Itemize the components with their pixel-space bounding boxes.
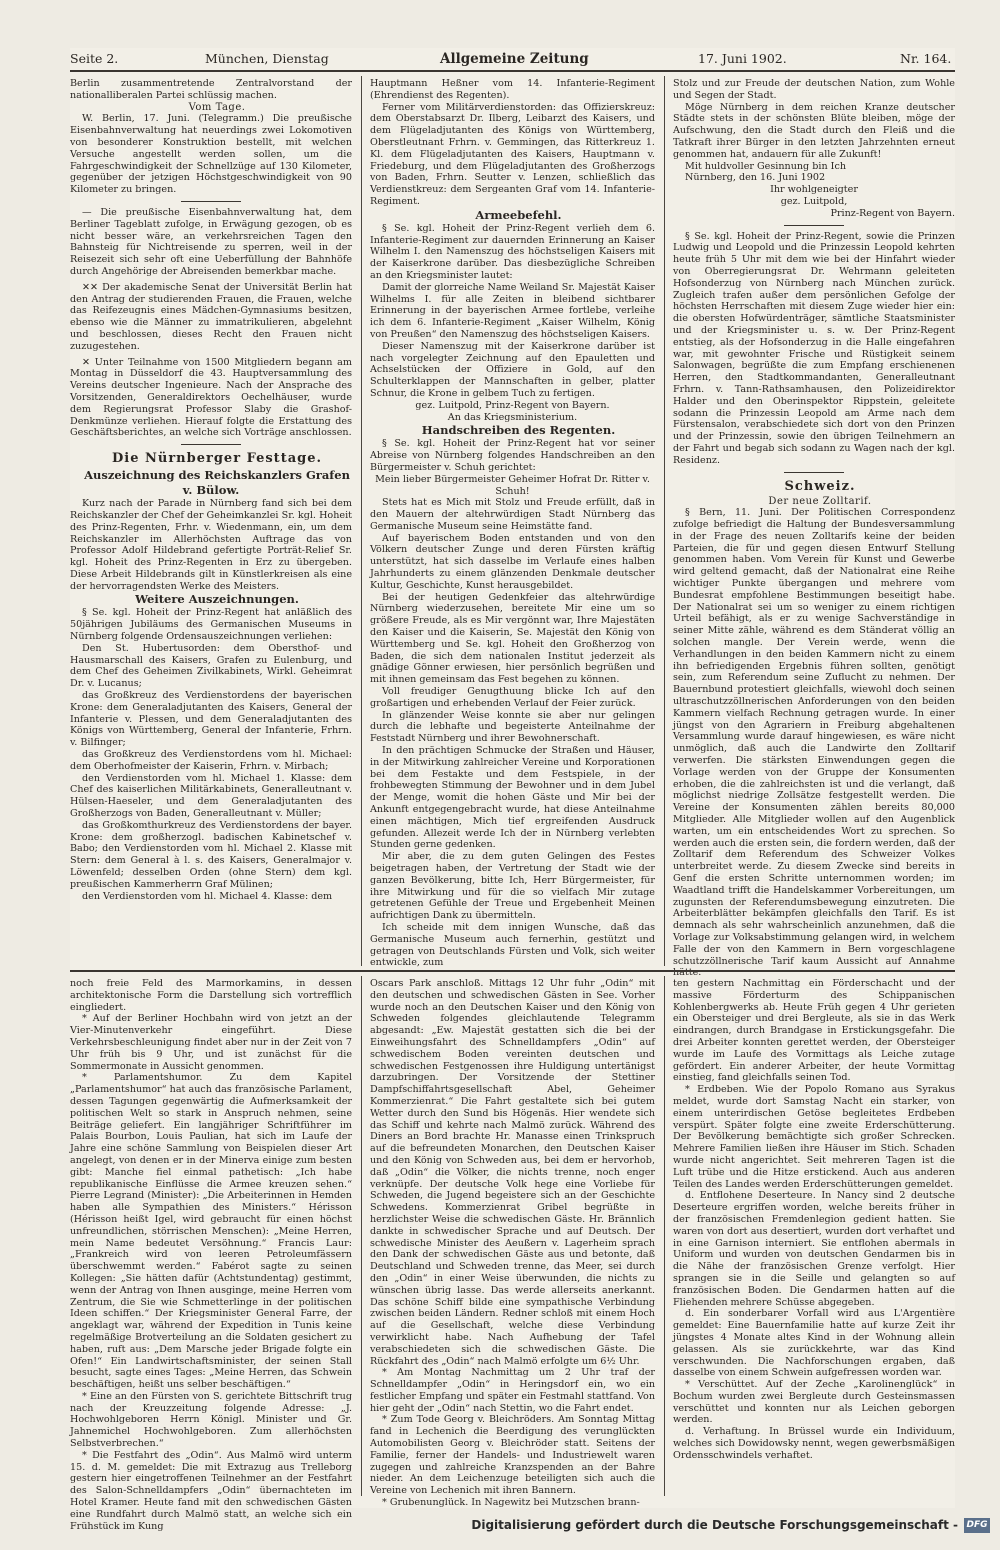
article-text: ten gestern Nachmittag ein Förderschacht und der massive Förderturm des Schippanischen Kohlenbergwerks ab. Heute Früh gegen 4 Uhr gerieten ein Obersteiger und drei Bergleute, als sie in das Werk eindrangen, durch Brandgase in Erstickungsgefahr. Die drei Arbeiter konnten gerettet werden, der Obersteiger wurde im Laufe des Vormittags als Leiche zutage gefördert. Ein anderer Arbeiter, der heute Vormittag einstieg, fand gleichfalls seinen Tod. xyxy=(673,978,955,1084)
page-header xyxy=(70,48,955,72)
article-text: In glänzender Weise konnte sie aber nur gelingen durch die lebhafte und begeisterte Anteilnahme der Feststadt Nürnberg und ihrer Bewohnerschaft. xyxy=(370,709,655,745)
dfg-logo: DFG xyxy=(964,1518,990,1533)
section-heading: Schweiz. xyxy=(784,478,856,494)
article-text: * Auf der Berliner Hochbahn wird von jetzt an der Vier-Minutenverkehr eingeführt. Diese Verkehrsbeschleunigung findet aber nur in der Zeit von 7 Uhr früh bis 9 Uhr, und ist zunächst für die Sommermonate in Aussicht genommen. xyxy=(70,1013,352,1072)
column-2 xyxy=(370,78,655,969)
digitization-credit xyxy=(470,1515,990,1535)
article-text: Voll freudiger Genugthuung blicke Ich auf den großartigen und erhebenden Verlauf der Feier zurück. xyxy=(370,686,655,709)
issue-date: 17. Juni 1902. xyxy=(698,51,787,66)
article-text: noch freie Feld des Marmorkamins, in dessen architektonische Form die Darstellung sich vortrefflich eingliedert. xyxy=(70,978,352,1013)
column-rule xyxy=(361,976,362,1496)
masthead-title: Allgemeine Zeitung xyxy=(440,51,589,67)
article-text: Mit huldvoller Gesinnung bin Ich xyxy=(685,160,847,172)
article-text: * Parlamentshumor. Zu dem Kapitel „Parlamentshumor“ hat auch das französische Parlament, dessen Tagungen gegenwärtig die Aufmerksamkeit der politischen Welt so stark in Anspruch nehmen, seine Beiträge geliefert. Ein langjähriger Schriftführer im Palais Bourbon, Louis Paulian, hat sich im Laufe der Jahre eine schöne Sammlung von Beispielen dieser Art angelegt, von denen er in der Minerva einige zum besten gibt: Manche fiel einmal pathetisch: „Ich habe republikanische Einflüsse die Armee kreuzen sehen.“ Pierre Legrand (Minister): „Die Arbeiterinnen in Hemden haben alle Sympathien des Ministers.“ Hérisson (Hérisson heißt Igel, wird gebraucht für einen höchst unfreundlichen, störrischen Menschen): „Meine Herren, mein Name bedeutet Versöhnung.“ Francis Laur: „Frankreich wird von leeren Petroleumfässern überschwemmt werden.“ Fabérot sagte zu seinen Kollegen: „Sie hätten dafür (Achtstundentag) gestimmt, wenn der Antrag von Ihnen ausginge, meine Herren vom Zentrum, die Sie wie Schmetterlinge in der politischen Ideen schiffen.“ Der Kriegsminister General Farre, der angeklagt war, während der Expedition in Tunis keine regelmäßige Brotverteilung an die Soldaten gesichert zu haben, ruft aus: „Dem Marsche jeder Brigade folgte ein Ofen!“ Ein Landwirtschaftsminister, der seinen Stall besucht, sagte eines Tages: „Meine Herren, das Schwein beschäftigen, heißt uns selber beschäftigen.“ xyxy=(70,1072,352,1391)
article-text: * Erdbeben. Wie der Popolo Romano aus Syrakus meldet, wurde dort Samstag Nacht ein starker, von einem unterirdischen Getöse begleitetes Erdbeben verspürt. Später folgte eine zweite Erderschütterung. Der Bevölkerung bemächtigte sich großer Schrecken. Mehrere Familien ließen ihre Häuser im Stich. Schaden wurde nicht angerichtet. Seit mehreren Tagen ist die Luft trübe und die Hitze erstickend. Auch aus anderen Teilen des Landes werden Erderschütterungen gemeldet. xyxy=(673,1084,955,1190)
signature: An das Kriegsministerium. xyxy=(447,411,578,423)
letter-closing: Ihr wohlgeneigter xyxy=(770,184,858,196)
article-text: § Se. kgl. Hoheit der Prinz-Regent, sowie die Prinzen Ludwig und Leopold und die Prinzessin Leopold kehrten heute früh 5 Uhr mit dem wie bei der Hinfahrt wieder von Oberregierungsrat Dr. Wehrmann geleiteten Hofsonderzug von Nürnberg nach München zurück. Zugleich trafen außer dem persönlichen Gefolge der höchsten Herrschaften mit diesem Zuge wieder hier ein: die obersten Hofwürdenträger, sämtliche Staatsminister und der Kriegsminister u. s. w. Der Prinz-Regent entstieg, als der Hofsonderzug in die Halle eingefahren war, mit gewohnter Frische und Rüstigkeit seinem Salonwagen, begrüßte die zum Empfang erschienenen Herren, den Stadtkommandanten, Generalleutnant Frhrn. v. Tann-Rathsamhausen, den Polizeidirektor Halder und den Oberinspektor Rippstein, geleitete sodann die Prinzessin Leopold am Arme nach dem Fürstensalon, verabschiedete sich dort von den Prinzen und der Prinzessin, sowie den übrigen Teilnehmern an der Fahrt und begab sich sodann zu Wagen nach der kgl. Residenz. xyxy=(673,230,955,466)
article-text: * Verschüttet. Auf der Zeche „Karolinenglück“ in Bochum wurden zwei Bergleute durch Gesteinsmassen verschüttet und konnten nur als Leichen geborgen werden. xyxy=(673,1379,955,1426)
column-5 xyxy=(370,978,655,1509)
article-text: Möge Nürnberg in dem reichen Kranze deutscher Städte stets in der schönsten Blüte bleiben, möge der Aufschwung, den die Stadt durch den Fleiß und die Tatkraft ihrer Bürger in den letzten Jahrzehnten erneut genommen hat, andauern für alle Zukunft! xyxy=(673,101,955,160)
signature: gez. Luitpold, Prinz-Regent von Bayern. xyxy=(415,399,610,411)
article-text: Ferner vom Militärverdienstorden: das Offizierskreuz: dem Oberstabsarzt Dr. Ilberg, Leibarzt des Kaisers, und dem Flügeladjutanten des Königs von Württemberg, Oberstleutnant Frhrn. v. Gemmingen, das Ritterkreuz 1. Kl. dem Flügeladjutanten des Kaisers, Hauptmann v. Friedeburg, und dem Flügeladjutanten des Großherzogs von Baden, Frhrn. Seutter v. Lenzen, schließlich das Verdienstkreuz: dem Sergeanten Graf vom 14. Infanterie-Regiment. xyxy=(370,101,655,207)
article-text: Mir aber, die zu dem guten Gelingen des Festes beigetragen haben, der Vertretung der Stadt wie der ganzen Bevölkerung, bitte Ich, Herr Bürgermeister, für ihre Mitwirkung und für die so vielfach Mir zutage getretenen Gefühle der Treue und Ergebenheit Meinen aufrichtigen Dank zu übermitteln. xyxy=(370,851,655,922)
article-text: Kurz nach der Parade in Nürnberg fand sich bei dem Reichskanzler der Chef der Geheimkanzlei Sr. kgl. Hoheit des Prinz-Regenten, Frhr. v. Wiedenmann, ein, um dem Reichskanzler im Allerhöchsten Auftrage das von Professor Adolf Hildebrand gefertigte Porträt-Relief Sr. kgl. Hoheit des Prinz-Regenten in Erz zu übergeben. Diese Arbeit Hildebrands gilt in Künstlerkreisen als eine der hervorragendsten Werke des Meisters. xyxy=(70,498,352,592)
divider xyxy=(784,472,844,473)
article-heading: Der neue Zolltarif. xyxy=(768,495,872,507)
column-6 xyxy=(673,978,955,1496)
article-text: § Bern, 11. Juni. Der Politischen Correspondenz zufolge befriedigt die Haltung der Bundesversammlung in der Frage des neuen Zolltarifs keine der beiden Parteien, die für und gegen diesen Entwurf Stellung genommen haben. Vom Verein für Kunst und Gewerbe wird geltend gemacht, daß der Nationalrat eine Reihe wichtiger Punkte übergangen und mehrere vom Bundesrat empfohlene Bestimmungen beseitigt habe. Der Nationalrat sei um so weniger zu einem richtigen Urteil befähigt, als er zu wenige Sachverständige in seiner Mitte zähle, während es dem Ständerat völlig an solchen mangle. Der Verein werde, wenn die Verhandlungen in den beiden Kammern nicht zu einem ihn befriedigenden Ergebnis führen sollten, genötigt sein, zum Referendum seine Zuflucht zu nehmen. Der Bauernbund protestiert gleichfalls, wiewohl doch seinen ultraschutzzöllnerischen Anforderungen von den beiden Kammern vielfach Rechnung getragen wurde. In einer jüngst von den Agrariern in Freiburg abgehaltenen Versammlung wurde darauf hingewiesen, es wäre nicht unmöglich, daß auch die Landwirte den Zolltarif verwerfen. Die stärksten Einwendungen gegen die Vorlage werden von der Gruppe der Konsumenten erhoben, die die zahlreichsten ist und die verlangt, daß möglichst niedrige Zollsätze festgestellt werden. Die Vereine der Konsumenten zählen bereits 80,000 Mitglieder. Alle Mitglieder wollen auf den Augenblick warten, um ein entscheidendes Wort zu sprechen. So werden auch die ersten sein, die fordern werden, daß der Zolltarif dem Referendum des Schweizer Volkes unterbreitet werde. Zu diesem Zwecke sind bereits in Genf die ersten Schritte unternommen worden; im Waadtland trifft die Handelskammer Vorbereitungen, um zugunsten der Referendumsbewegung einzutreten. Die Arbeiterblätter bekämpfen gleichfalls den Tarif. Es ist demnach als sehr wahrscheinlich anzunehmen, daß die Vorlage zur Volksabstimmung gelangen wird, in welchem Falle der von den Kammern in Bern vorgeschlagene schutzzöllnerische Tarif kaum Aussicht auf Annahme hätte. xyxy=(673,507,955,979)
article-text: § Se. kgl. Hoheit der Prinz-Regent verlieh dem 6. Infanterie-Regiment zur dauernden Erinnerung an Kaiser Wilhelm I. den Namenszug des höchstseligen Kaisers mit der Kaiserkrone darüber. Das diesbezügliche Schreiben an den Kriegsminister lautet: xyxy=(370,222,655,281)
article-text: In den prächtigen Schmucke der Straßen und Häuser, in der Mitwirkung zahlreicher Vereine und Korporationen bei dem Festakte und dem Festspiele, in der frohbewegten Stimmung der Bewohner und in dem Jubel der Menge, womit die hohen Gäste und Mir bei der Ankunft entgegengebracht wurde, hat diese Anteilnahme einen mächtigen, Mich tief ergreifenden Ausdruck gefunden. Allezeit werde Ich der in Nürnberg verlebten Stunden gerne gedenken. xyxy=(370,745,655,851)
place-date: München, Dienstag xyxy=(205,51,329,66)
article-text: Den St. Hubertusorden: dem Obersthof- und Hausmarschall des Kaisers, Grafen zu Eulenburg, und dem Chef des Geheimen Zivilkabinets, Wirkl. Geheimrat Dr. v. Lucanus; xyxy=(70,642,352,690)
section-heading: Die Nürnberger Festtage. xyxy=(111,451,323,467)
signature: gez. Luitpold, xyxy=(780,195,848,207)
article-heading: Handschreiben des Regenten. xyxy=(421,423,616,438)
article-heading: Weitere Auszeichnungen. xyxy=(135,592,299,607)
article-text: § Se. kgl. Hoheit der Prinz-Regent hat vor seiner Abreise von Nürnberg folgendes Handschreiben an den Bürgermeister v. Schuh gerichtet: xyxy=(370,438,655,473)
issue-number: Nr. 164. xyxy=(900,51,952,66)
article-text: — Die preußische Eisenbahnverwaltung hat, dem Berliner Tageblatt zufolge, in Erwägung gezogen, ob es nicht besser wäre, an verkehrsreichen Tagen den Bahnsteig für Nichtreisende zu sperren, weil in der Reisezeit sich sehr oft eine Ueberfüllung der Bahnhöfe durch Angehörige der Abreisenden bemerkbar mache. xyxy=(70,206,352,277)
article-heading: Auszeichnung des Reichskanzlers Grafen v. Bülow. xyxy=(84,468,350,498)
article-heading: Armeebefehl. xyxy=(475,207,562,222)
article-text: das Großkomthurkreuz des Verdienstordens der bayer. Krone: dem großherzogl. badischen Kabinetschef v. Babo; den Verdienstorden vom hl. Michael 2. Klasse mit Stern: dem General à l. s. des Kaisers, Generalmajor v. Löwenfeld; desselben Orden (ohne Stern) dem kgl. preußischen Kammerherrn Graf Mülinen; xyxy=(70,819,352,890)
column-4 xyxy=(70,978,352,1532)
article-text: den Verdienstorden vom hl. Michael 4. Klasse: dem xyxy=(82,890,333,902)
article-text: * Eine an den Fürsten von S. gerichtete Bittschrift trug nach der Kreuzzeitung folgende Adresse: „J. Hochwohlgeboren Herrn Königl. Minister und Gr. Jahnemichel Hochwohlgeboren. Zum allerhöchsten Selbstverbrechen.“ xyxy=(70,1390,352,1450)
article-text: * Grubenunglück. In Nagewitz bei Mutzschen brann- xyxy=(382,1497,640,1509)
divider xyxy=(784,225,844,226)
article-text: Bei der heutigen Gedenkfeier das altehrwürdige Nürnberg wiederzusehen, bereitete Mir eine um so größere Freude, als es Mir vergönnt war, Ihre Majestäten den Kaiser und die Kaiserin, Se. Majestät den König von Württemberg und Se. kgl. Hoheit den Großherzog von Baden, die sich dem nationalen Institut jederzeit als gnädige Gönner erwiesen, hier persönlich begrüßen und mit ihnen gemeinsam das Fest begehen zu können. xyxy=(370,591,655,686)
column-3 xyxy=(673,78,955,979)
article-text: Stets hat es Mich mit Stolz und Freude erfüllt, daß in den Mauern der altehrwürdigen Stadt Nürnberg das Germanische Museum seine Heimstätte fand. xyxy=(370,497,655,532)
article-text: Damit der glorreiche Name Weiland Sr. Majestät Kaiser Wilhelms I. für alle Zeiten in bleibend sichtbarer Erinnerung in der bayerischen Armee fortlebe, verleihe ich dem 6. Infanterie-Regiment „Kaiser Wilhelm, König von Preußen“ den Namenszug des höchstseligen Kaisers. xyxy=(370,281,655,340)
article-text: Hauptmann Heßner vom 14. Infanterie-Regiment (Ehrendienst des Regenten). xyxy=(370,78,655,101)
article-text: * Am Montag Nachmittag um 2 Uhr traf der Schnelldampfer „Odin“ in Heringsdorf ein, wo ein festlicher Empfang und später ein Festmahl stattfand. Von hier geht der „Odin“ nach Stettin, wo die Fahrt endet. xyxy=(370,1367,655,1414)
salutation: Mein lieber Bürgermeister Geheimer Hofrat Dr. Ritter v. Schuh! xyxy=(375,473,650,497)
column-rule xyxy=(664,76,665,966)
article-text: d. Ein sonderbarer Vorfall wird aus L'Argentière gemeldet: Eine Bauernfamilie hatte auf kurze Zeit ihr jüngstes 4 Monate altes Kind in der Wohnung allein gelassen. Als sie zurückkehrte, war das Kind verschwunden. Die Nachforschungen ergaben, daß dasselbe von einem Schwein aufgefressen worden war. xyxy=(673,1308,955,1379)
article-text: § Se. kgl. Hoheit der Prinz-Regent hat anläßlich des 50jährigen Jubiläums des Germanischen Museums in Nürnberg folgende Ordensauszeichnungen verliehen: xyxy=(70,607,352,643)
article-text: den Verdienstorden vom hl. Michael 1. Klasse: dem Chef des kaiserlichen Militärkabinets, Generalleutnant v. Hülsen-Haeseler, und dem Generaladjutanten des Großherzogs von Baden, Generalleutnant v. Müller; xyxy=(70,772,352,820)
article-text: Ich scheide mit dem innigen Wunsche, daß das Germanische Museum auch fernerhin, gestützt und getragen von Deutschlands Fürsten und Volk, sich weiter entwickle, zum xyxy=(370,921,655,969)
article-text: das Großkreuz des Verdienstordens der bayerischen Krone: dem Generaladjutanten des Kaisers, General der Infanterie v. Plessen, und dem Generaladjutanten des Königs von Württemberg, General der Infanterie, Frhrn. v. Bilfinger; xyxy=(70,690,352,749)
article-text: Dieser Namenszug mit der Kaiserkrone darüber ist nach vorgelegter Zeichnung auf den Epauletten und Achselstücken der Offiziere in Gold, auf den Schulterklappen der Mannschaften in gelber, platter Schnur, die Krone in gelbem Tuch zu fertigen. xyxy=(370,340,655,399)
credit-text: Digitalisierung gefördert durch die Deutsche Forschungsgemeinschaft - xyxy=(471,1518,958,1532)
article-text: Oscars Park anschloß. Mittags 12 Uhr fuhr „Odin“ mit den deutschen und schwedischen Gästen in See. Vorher wurde noch an den Deutschen Kaiser und den König von Schweden folgendes gleichlautende Telegramm abgesandt: „Ew. Majestät gestatten sich die bei der Einweihungsfahrt des Schnelldampfers „Odin“ auf schwedischem Boden vereinten deutschen und schwedischen Festgenossen ihre Huldigung untertänigst darzubringen. Der Vorsitzende der Stettiner Dampfschiffahrtsgesellschaft Abel, Geheimer Kommerzienrat.“ Die Fahrt gestaltete sich bei gutem Wetter durch den Sund bis Högenäs. Hier wendete sich das Schiff und kehrte nach Malmö zurück. Während des Diners an Bord brachte Hr. Manasse einen Trinkspruch auf die befreundeten Monarchen, den Deutschen Kaiser und den König von Schweden aus, bei dem er hervorhob, daß „Odin“ die Völker, die nichts trenne, noch enger verknüpfe. Der deutsche Volk hege eine Vorliebe für Schweden, die Jugend begeistere sich an der Geschichte Schwedens. Kommerzienrat Gribel begrüßte in herzlichster Weise die schwedischen Gäste. Hr. Brännlich dankte in schwedischer Sprache und auf Deutsch. Der schwedische Minister des Aeußern v. Lagerheim sprach den Dank der schwedischen Gäste aus und betonte, daß Deutschland und Schweden trenne, das Meer, sei durch den „Odin“ in einer Weise überwunden, die nichts zu wünschen übrig lasse. Das werde allerseits anerkannt. Das schöne Schiff bilde eine sympathische Verbindung zwischen beiden Ländern. Redner schloß mit einem Hoch auf die Gesellschaft, welche diese Verbindung verwirklicht habe. Nach Aufhebung der Tafel verabschiedeten sich die schwedischen Gäste. Die Rückfahrt des „Odin“ nach Malmö erfolgte um 6½ Uhr. xyxy=(370,978,655,1367)
article-text: ✕✕ Der akademische Senat der Universität Berlin hat den Antrag der studierenden Frauen, die Frauen, welche das Reifezeugnis eines Mädchen-Gymnasiums besitzen, ebenso wie die Männer zu immatrikulieren, abgelehnt und beschlossen, dieses Recht den Frauen nicht zuzugestehen. xyxy=(70,281,352,352)
article-text: das Großkreuz des Verdienstordens vom hl. Michael: dem Oberhofmeister der Kaiserin, Frhrn. v. Mirbach; xyxy=(70,749,352,772)
signature: Prinz-Regent von Bayern. xyxy=(830,207,955,219)
article-text: W. Berlin, 17. Juni. (Telegramm.) Die preußische Eisenbahnverwaltung hat neuerdings zwei Lokomotiven von besonderer Konstruktion bestellt, mit welchen Versuche angestellt werden sollen, um die Fahrgeschwindigkeit der Schnellzüge auf 130 Kilometer, gegenüber der jetzigen Höchstgeschwindigkeit von 90 Kilometer zu bringen. xyxy=(70,113,352,196)
letter-date: Nürnberg, den 16. Juni 1902 xyxy=(685,172,826,184)
article-text: d. Entflohene Deserteure. In Nancy sind 2 deutsche Deserteure ergriffen worden, welche bereits früher in der französischen Fremdenlegion gedient hatten. Sie waren von dort aus desertiert, wurden dort verhaftet und in eine Garnison interniert. Sie entflohen abermals in Uniform und wurden von deutschen Gendarmen bis in die Nähe der französischen Grenze verfolgt. Hier sprangen sie in die Seille und gelangten so auf französischen Boden. Die Gendarmen hatten auf die Fliehenden mehrere Schüsse abgegeben. xyxy=(673,1190,955,1308)
article-text: * Die Festfahrt des „Odin“. Aus Malmö wird unterm 15. d. M. gemeldet: Die mit Extrazug aus Trelleborg gestern hier eingetroffenen Teilnehmer an der Festfahrt des Salon-Schnelldampfers „Odin“ übernachteten im Hotel Kramer. Heute fand mit den schwedischen Gästen eine Rundfahrt durch Malmö statt, an welche sich ein Frühstück im Kung xyxy=(70,1449,352,1532)
section-rule xyxy=(70,970,955,972)
article-text: Auf bayerischem Boden entstanden und von den Völkern deutscher Zunge und deren Fürsten kräftig unterstützt, hat sich dasselbe im Verlaufe eines halben Jahrhunderts zu einem glänzenden Denkmale deutscher Kultur, Geschichte, Kunst herausgebildet. xyxy=(370,532,655,591)
article-text: Stolz und zur Freude der deutschen Nation, zum Wohle und Segen der Stadt. xyxy=(673,78,955,101)
column-rule xyxy=(664,976,665,1496)
article-text: d. Verhaftung. In Brüssel wurde ein Individuum, welches sich Dowidowsky nennt, wegen gewerbsmäßigen Ordensschwindels verhaftet. xyxy=(673,1426,955,1461)
column-1 xyxy=(70,78,352,958)
divider xyxy=(181,444,241,445)
page-number: Seite 2. xyxy=(70,51,119,66)
article-text: * Zum Tode Georg v. Bleichröders. Am Sonntag Mittag fand in Lechenich die Beerdigung des verunglückten Automobilisten Georg v. Bleichröder statt. Seitens der Familie, ferner der Handels- und Industriewelt waren zugegen und zahlreiche Kranzspenden an der Bahre nieder. An dem Leichenzuge beteiligten sich auch die Vereine von Lechenich mit ihren Bannern. xyxy=(370,1414,655,1497)
article-text: Berlin zusammentretende Zentralvorstand der nationalliberalen Partei schlüssig machen. xyxy=(70,78,352,101)
section-heading: Vom Tage. xyxy=(188,101,246,113)
column-rule xyxy=(361,76,362,966)
article-text: ✕ Unter Teilnahme von 1500 Mitgliedern begann am Montag in Düsseldorf die 43. Hauptversammlung des Vereins deutscher Ingenieure. Nach der Ansprache des Vorsitzenden, Generaldirektors Oechelhäuser, wurde dem Regierungsrat Professor Slaby die Grashof-Denkmünze verliehen. Hierauf folgte die Erstattung des Geschäftsberichtes, an welche sich Vorträge anschlossen. xyxy=(70,356,352,439)
divider xyxy=(181,201,241,202)
